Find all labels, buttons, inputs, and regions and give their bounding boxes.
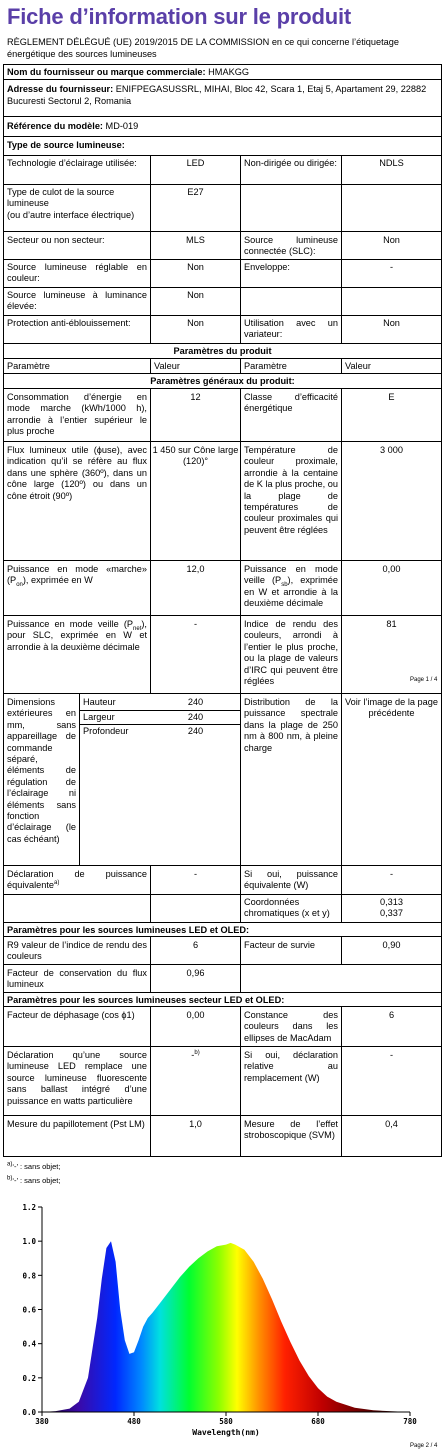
dimensions-label: Dimensions extérieures en mm, sans appareillage de commande séparé, éléments de régulation de l’éclairage ni éléments sans fonction d’éclairage (le cas échéant) — [7, 697, 76, 844]
chromaticity-x: 0,313 — [380, 897, 403, 907]
page-marker-1: Page 1 / 4 — [410, 677, 438, 683]
page-marker-2: Page 2 / 4 — [410, 1443, 438, 1449]
spectral-distribution-label: Distribution de la puissance spectrale dans la plage de 250 nm à 800 nm, à pleine charge — [244, 697, 338, 753]
connected-label: Source lumineuse connectée (SLC): — [244, 235, 338, 257]
x-axis-label: Wavelength(nm) — [192, 1428, 260, 1437]
survival-factor-label: Facteur de survie — [244, 940, 315, 950]
table-border — [240, 1006, 241, 1156]
envelope-value: - — [389, 262, 394, 272]
table-border — [341, 155, 342, 343]
spectral-distribution-chart — [0, 1195, 445, 1440]
equivalent-power-value: - — [193, 869, 198, 879]
luminous-flux-label: Flux lumineux utile (ϕuse), avec indication qu’il se réfère au flux dans une sphère (360º), dans un cône large (120º) ou dans un cône étroit (90º) — [7, 445, 147, 501]
supplier-address-label: Adresse du fournisseur: — [7, 84, 114, 94]
standby-power-value: 0,00 — [382, 564, 401, 574]
table-border — [240, 936, 241, 992]
mains-value: MLS — [186, 235, 205, 245]
high-luminance-label: Source lumineuse à luminance élevée: — [7, 290, 147, 312]
y-tick-label: 1.2 — [22, 1203, 36, 1212]
table-border — [3, 964, 442, 965]
regulation-text: RÈGLEMENT DÉLÉGUÉ (UE) 2019/2015 DE LA COMMISSION en ce qui concerne l’étiquetage énergétique des sources lumineuses — [7, 37, 400, 59]
table-border — [3, 116, 442, 117]
table-border — [341, 358, 342, 373]
table-border — [441, 64, 442, 1157]
led-replacement-value: -$^{b)}$ — [191, 1049, 200, 1060]
page-title: Fiche d’information sur le produit — [7, 4, 351, 29]
mains-led-params-heading: Paramètres pour les sources lumineuses secteur LED et OLED: — [7, 995, 285, 1005]
chromaticity-value — [342, 897, 441, 920]
height-value: 240 — [187, 697, 204, 707]
table-border — [3, 1046, 442, 1047]
table-border — [150, 358, 151, 373]
supplier-name-label: Nom du fournisseur ou marque commerciale: — [7, 67, 206, 77]
y-tick-label: 0.0 — [22, 1408, 36, 1417]
col-header-param: Paramètre — [7, 361, 50, 371]
table-border — [3, 79, 442, 80]
source-type-heading: Type de source lumineuse: — [7, 140, 125, 150]
cct-label: Température de couleur proximale, arrondie à la centaine de K la plus proche, ou la plage de températures de couleur proximales qui peuvent être réglées — [244, 445, 338, 535]
table-border — [3, 560, 442, 561]
non-directional-value: NDLS — [379, 158, 404, 168]
displacement-factor-label: Facteur de déphasage (cos ϕ1) — [7, 1010, 135, 1020]
cri-value: 81 — [386, 619, 397, 629]
height-label: Hauteur — [83, 697, 116, 707]
cap-type-label-line: Type de culot de la source lumineuse — [7, 187, 115, 209]
dimmable-value: Non — [383, 318, 400, 328]
mains-label: Secteur ou non secteur: — [7, 235, 105, 245]
energy-consumption-value: 12 — [190, 392, 201, 402]
y-tick-label: 0.4 — [22, 1339, 36, 1349]
tunable-value: Non — [187, 262, 204, 272]
x-tick-label: 580 — [219, 1417, 233, 1426]
table-border — [3, 315, 442, 316]
table-border — [240, 358, 241, 373]
general-params-heading: Paramètres généraux du produit: — [150, 376, 295, 386]
network-standby-label: Puissance en mode veille $(P_{net})$, pour SLC, exprimée en W et arrondie à la deuxième décimale — [7, 619, 147, 652]
high-luminance-value: Non — [187, 290, 204, 300]
macadam-label: Constance des couleurs dans les ellipses de MacAdam — [244, 1010, 338, 1043]
chromaticity-y: 0,337 — [380, 908, 403, 919]
table-border — [150, 155, 151, 343]
energy-consumption-label: Consommation d’énergie en mode marche (kWh/1000 h), arrondie à l’entier supérieur le plus proche — [7, 392, 147, 437]
table-border — [3, 184, 442, 185]
table-border — [3, 894, 442, 895]
col-header-value: Valeur — [154, 361, 180, 371]
envelope-label: Enveloppe: — [244, 262, 290, 272]
supplier-name-row — [7, 67, 437, 78]
y-tick-label: 0.8 — [22, 1271, 36, 1281]
survival-factor-value: 0,90 — [382, 940, 401, 950]
flicker-value: 1,0 — [189, 1119, 202, 1129]
table-border — [3, 64, 4, 1157]
table-border — [3, 343, 442, 344]
table-border — [341, 388, 342, 922]
macadam-value: 6 — [388, 1010, 395, 1020]
table-border — [3, 231, 442, 232]
r9-value: 6 — [192, 940, 199, 950]
efficiency-class-value: E — [388, 392, 395, 402]
table-border — [79, 710, 240, 711]
equivalent-watt-value: - — [389, 869, 394, 879]
luminous-flux-value: 1 450 sur Cône large (120)° — [152, 445, 239, 467]
table-border — [3, 922, 442, 923]
table-border — [240, 388, 241, 922]
led-replacement-label: Déclaration qu’une source lumineuse LED remplace une source lumineuse fluorescente sans ballast intégré d’une puissance en watts particulière — [7, 1050, 147, 1106]
y-tick-label: 0.6 — [22, 1305, 36, 1315]
model-row — [7, 121, 437, 132]
glare-label: Protection anti-éblouissement: — [7, 318, 131, 328]
connected-value: Non — [383, 235, 400, 245]
table-border — [150, 388, 151, 693]
technology-value: LED — [186, 158, 205, 168]
table-border — [150, 1006, 151, 1156]
replacement-watt-label: Si oui, déclaration relative au remplacement (W) — [244, 1050, 338, 1083]
network-standby-value: - — [193, 619, 198, 629]
x-tick-label: 780 — [403, 1417, 417, 1426]
model-label: Référence du modèle: — [7, 121, 103, 131]
chromaticity-label: Coordonnées chromatiques (x et y) — [244, 897, 330, 919]
flicker-label: Mesure du papillotement (Pst LM) — [7, 1119, 145, 1129]
supplier-address-value: ENIFPEGASUSSRL, MIHAI, Bloc 42, Scara 1, Etaj 5, Apartament 29, 22882 Bucuresti Sectorul 2, Romania — [7, 84, 427, 106]
stroboscopic-value: 0,4 — [385, 1119, 398, 1129]
table-border — [3, 693, 442, 694]
glare-value: Non — [187, 318, 204, 328]
table-border — [3, 155, 442, 156]
model-value: MD-019 — [105, 121, 139, 131]
led-params-heading: Paramètres pour les sources lumineuses LED et OLED: — [7, 925, 250, 935]
footnote-b: $^{b)}$‘-’ : sans objet; — [7, 1175, 61, 1185]
x-tick-label: 480 — [127, 1417, 141, 1426]
dimmable-label: Utilisation avec un variateur: — [244, 318, 338, 340]
col-header-param: Paramètre — [244, 361, 287, 371]
lumen-maintenance-value: 0,96 — [186, 968, 205, 978]
table-border — [79, 693, 80, 865]
spectral-distribution-value: Voir l’image de la page précédente — [345, 697, 438, 719]
table-border — [3, 441, 442, 442]
equivalent-power-label: Déclaration de puissance équivalente$^{a)}$ — [7, 869, 147, 891]
table-border — [3, 1156, 442, 1157]
replacement-watt-value: - — [389, 1050, 394, 1060]
table-border — [3, 388, 442, 389]
table-border — [3, 615, 442, 616]
cap-type-label-note: (ou d’autre interface électrique) — [7, 209, 135, 220]
non-directional-label: Non-dirigée ou dirigée: — [244, 158, 337, 168]
technology-label: Technologie d’éclairage utilisée: — [7, 158, 137, 168]
footnote-a: $^{a)}$‘-’ : sans objet; — [7, 1161, 61, 1171]
table-border — [3, 358, 442, 359]
supplier-name-value: HMAKGG — [208, 67, 250, 77]
table-border — [3, 373, 442, 374]
depth-label: Profondeur — [83, 726, 129, 736]
col-header-value: Valeur — [345, 361, 371, 371]
displacement-factor-value: 0,00 — [186, 1010, 205, 1020]
depth-value: 240 — [187, 726, 204, 736]
supplier-address-row — [7, 83, 439, 107]
product-params-heading: Paramètres du produit — [173, 346, 272, 356]
table-border — [3, 1115, 442, 1116]
table-border — [3, 64, 442, 65]
table-border — [3, 259, 442, 260]
y-tick-label: 0.2 — [22, 1373, 36, 1383]
cri-label: Indice de rendu des couleurs, arrondi à l’entier le plus proche, ou la plage de valeurs d’IRC qui peuvent être réglées — [244, 619, 338, 687]
equivalent-watt-label: Si oui, puissance équivalente (W) — [244, 869, 338, 891]
standby-power-label: Puissance en mode veille $(P_{sb})$, exprimée en W et arrondie à la deuxième décimale — [244, 564, 338, 609]
on-mode-power-value: 12,0 — [186, 564, 205, 574]
width-value: 240 — [187, 712, 204, 722]
cct-value: 3 000 — [380, 445, 403, 455]
table-border — [3, 287, 442, 288]
table-border — [341, 1006, 342, 1156]
table-border — [3, 865, 442, 866]
stroboscopic-label: Mesure de l’effet stroboscopique (SVM) — [244, 1119, 338, 1141]
x-tick-label: 680 — [311, 1417, 325, 1426]
width-label: Largeur — [83, 712, 115, 722]
lumen-maintenance-label: Facteur de conservation du flux lumineux — [7, 968, 147, 990]
table-border — [240, 155, 241, 343]
efficiency-class-label: Classe d’efficacité énergétique — [244, 392, 338, 414]
cap-type-value: E27 — [187, 187, 204, 197]
cap-type-label — [7, 187, 147, 221]
y-tick-label: 1.0 — [22, 1237, 36, 1247]
r9-label: R9 valeur de l’indice de rendu des couleurs — [7, 940, 147, 962]
x-tick-label: 380 — [35, 1417, 49, 1426]
on-mode-power-label: Puissance en mode «marche» $(P_{on})$, exprimée en W — [7, 564, 147, 589]
table-border — [3, 136, 442, 137]
table-border — [79, 724, 240, 725]
spectrum-area — [42, 1241, 410, 1412]
table-border — [3, 992, 442, 993]
tunable-label: Source lumineuse réglable en couleur: — [7, 262, 147, 284]
